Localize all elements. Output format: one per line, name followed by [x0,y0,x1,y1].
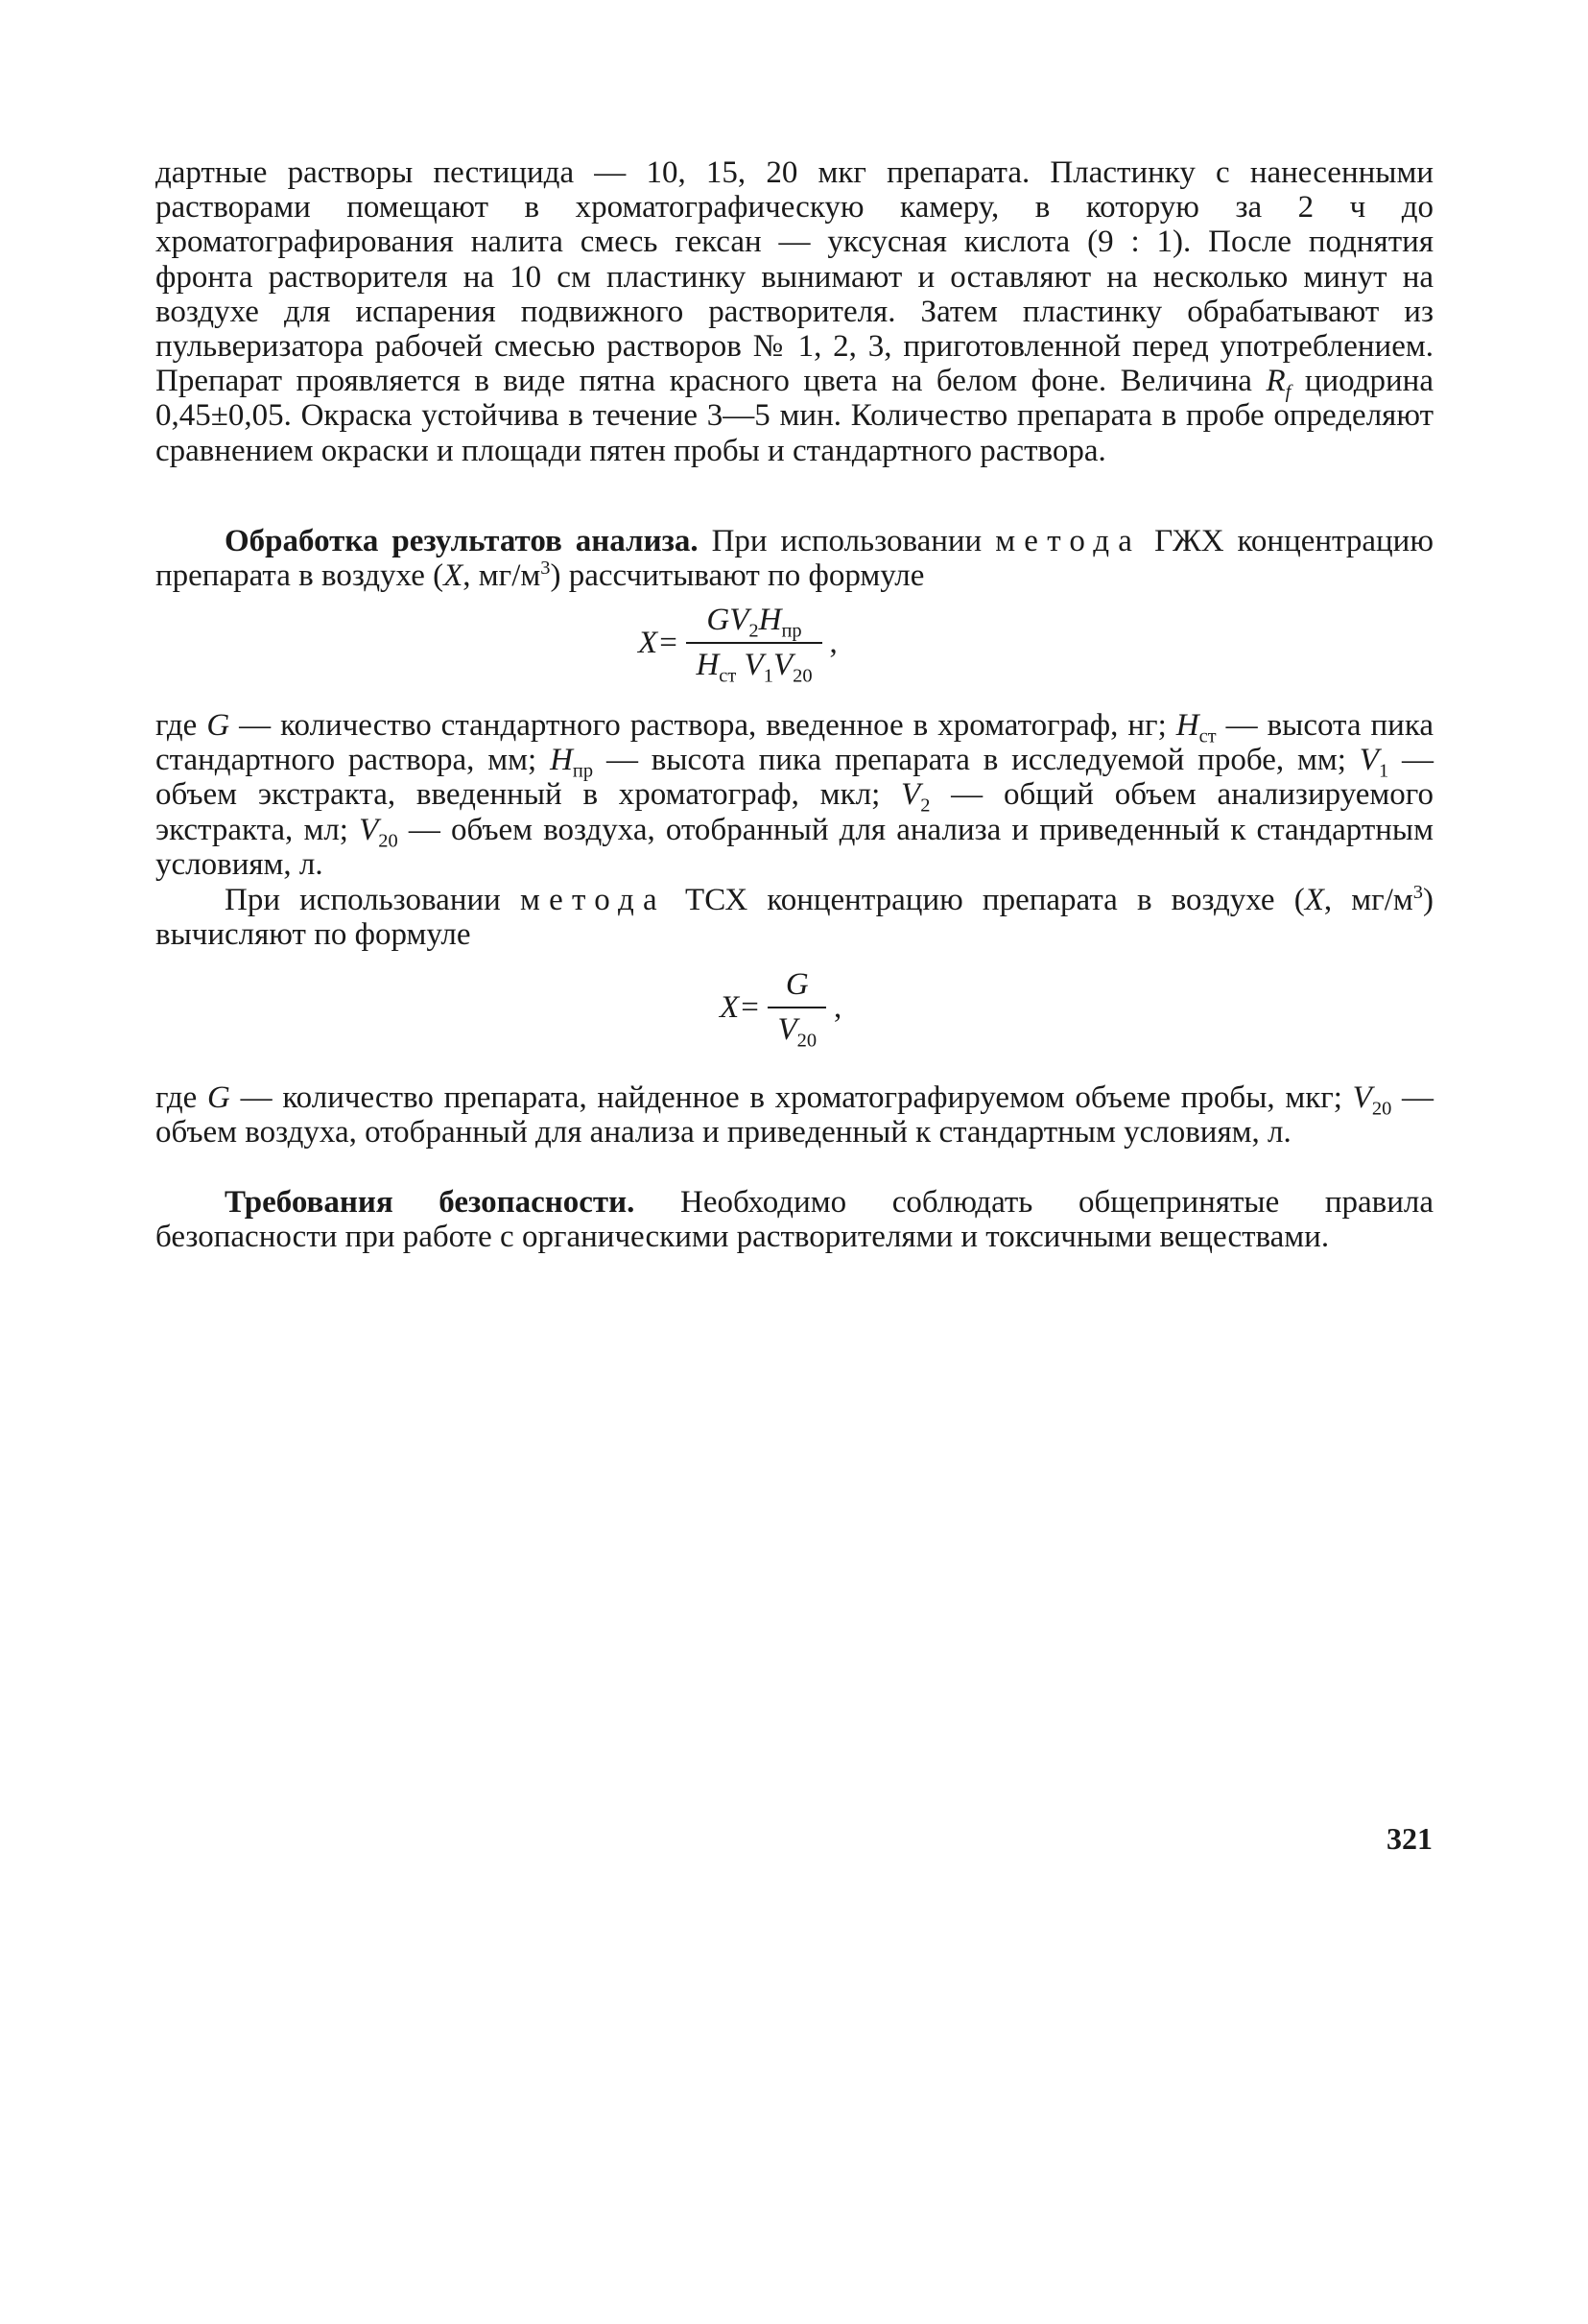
paragraph-text: Необходимо соблюдать общепринятые правила безопасности при работе с органическими растворителями и токсичными веществами. [155,1185,1434,1255]
spaced-word: метода [519,883,666,917]
formula-numerator: G [785,967,809,1002]
unit-superscript: 3 [540,557,551,580]
formula-denominator: $V_{20}$ [777,1012,818,1052]
paragraph-safety [155,1185,1434,1254]
page-number: 321 [1387,1821,1433,1856]
paragraph-gc-legend: где G — количество стандартного раствора, введенное в хроматограф, нг; $H_{ст}$ — высота пика стандартного раствора, мм; $H_{пр}$ — высота пика препарата в исследуемой пробе, мм; $V_1$ — объем экстракта, введенный в хроматограф, мкл; $V_2$ — общий объем анализируемого экстракта, мл; $V_{20}$ — объем воздуха, отобранный для анализа и приведенный к стандартным условиям, л. [155,708,1434,882]
paragraph-tlc-procedure [155,155,1434,468]
paragraph-results-gc [155,524,1434,593]
section-heading-results: Обработка результатов анализа. [225,524,699,558]
method-name: ТСХ [665,883,748,917]
paragraph-text: концентрацию препарата в воздухе ( [155,524,1434,594]
section-heading-safety: Требования безопасности. [225,1185,635,1220]
paragraph-text: ) рассчитывают по формуле [550,558,925,594]
formula-numerator: $GV_2H_{пр}$ [706,603,802,642]
formula-fraction [768,967,826,1052]
paragraph-tlc-formula-intro: При использовании метода ТСХ концентрацию препарата в воздухе (X, $мг/м^3$) вычисляют по формуле [155,882,1434,953]
formula-tlc [720,967,842,1052]
formula-gc [638,603,838,687]
formula-denominator: $H_{ст}$ $V_1V_{20}$ [696,648,813,687]
variable-x: X [443,558,463,594]
formula-comma: , [829,625,838,660]
paragraph-text: дартные растворы пестицида — 10, 15, 20 мкг препарата. Пластинку с нанесенными растворами помещают в хроматографическую камеру, в которую за 2 ч до хроматографирования налита смесь гексан — уксусная кислота (9 : 1). После поднятия фронта растворителя на 10 см пластинку вынимают и оставляют на несколько минут на воздухе для испарения подвижного растворителя. Затем пластинку обрабатывают из пульверизатора рабочей смесью растворов № 1, 2, 3, приготовленной перед употреблением. Препарат проявляется в виде пятна красного цвета на белом фоне. Величина [155,155,1434,399]
spaced-word: метода [995,524,1142,558]
formula-lhs: X= [720,989,761,1025]
method-name: ГЖХ [1141,524,1224,558]
paragraph-tlc-legend: где G — количество препарата, найденное в хроматографируемом объеме пробы, мкг; $V_{20}$ — объем воздуха, отобранный для анализа и приведенный к стандартным условиям, л. [155,1080,1434,1150]
formula-comma: , [834,989,842,1025]
paragraph-text: , мг/м [462,558,541,594]
rf-subscript: f [1285,381,1292,403]
formula-fraction [686,603,821,687]
rf-symbol: R [1266,364,1286,399]
paragraph-text: При использовании [698,524,996,558]
formula-lhs: X= [638,625,679,660]
paragraph-text: циодрина 0,45±0,05. Окраска устойчива в течение 3—5 мин. Количество препарата в пробе определяют сравнением окраски и площади пятен пробы и стандартного раствора. [155,364,1434,468]
